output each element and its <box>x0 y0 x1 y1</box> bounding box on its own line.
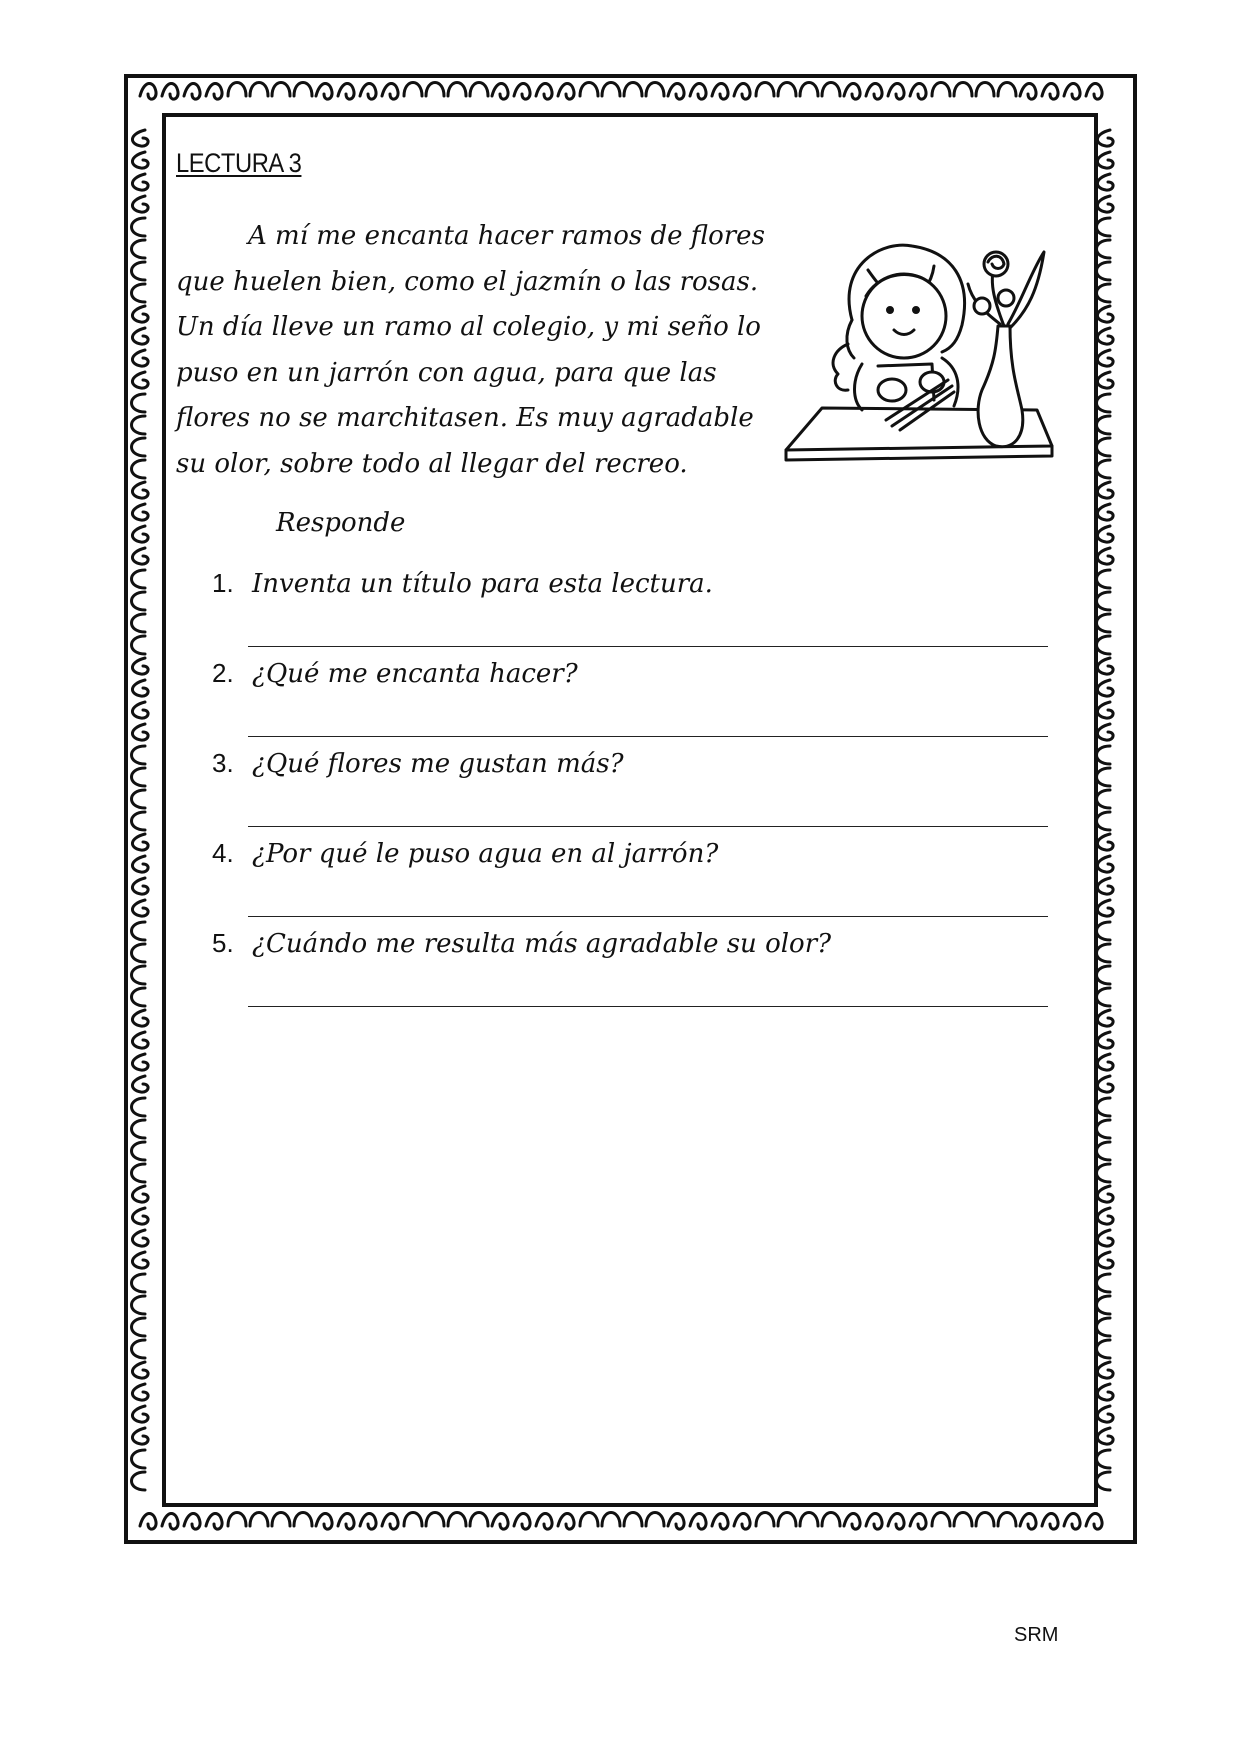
question-item <box>212 568 713 599</box>
border-scroll <box>1097 592 1111 610</box>
border-scroll <box>976 83 994 97</box>
border-scroll <box>910 1513 926 1529</box>
border-scroll <box>132 1362 148 1378</box>
border-scroll <box>690 83 706 99</box>
border-scroll <box>1097 614 1111 632</box>
border-scroll <box>250 83 268 97</box>
border-scroll <box>132 1142 146 1160</box>
border-scroll <box>132 790 146 808</box>
border-scroll <box>778 83 796 97</box>
border-scroll <box>132 394 146 412</box>
border-scroll <box>1097 130 1113 146</box>
border-scroll <box>1020 1513 1036 1529</box>
border-scroll <box>1097 724 1113 740</box>
border-scroll <box>580 1513 598 1527</box>
border-scroll <box>1086 1513 1102 1529</box>
border-scroll <box>778 1513 796 1527</box>
border-scroll <box>932 83 950 97</box>
border-scroll <box>1086 83 1102 99</box>
border-scroll <box>382 83 398 99</box>
border-scroll <box>1097 416 1111 434</box>
border-scroll <box>132 658 148 674</box>
border-scroll <box>844 83 860 99</box>
border-scroll <box>1097 1208 1113 1224</box>
border-scroll <box>132 306 148 322</box>
border-scroll <box>1097 262 1111 280</box>
border-scroll <box>1097 1164 1111 1182</box>
border-scroll <box>1097 1384 1113 1400</box>
border-scroll <box>132 570 146 588</box>
border-scroll <box>1042 83 1058 99</box>
border-scroll <box>1097 680 1113 696</box>
border-scroll <box>404 83 422 97</box>
question-number: 2. <box>212 658 234 688</box>
border-scroll <box>132 284 146 302</box>
border-scroll <box>132 1384 148 1400</box>
border-scroll <box>132 856 148 872</box>
border-scroll <box>470 83 488 97</box>
border-scroll <box>132 1252 148 1268</box>
border-scroll <box>132 328 148 344</box>
border-scroll <box>250 1513 268 1527</box>
border-scroll <box>1097 636 1111 654</box>
border-scroll <box>132 350 148 366</box>
border-scroll <box>132 460 146 478</box>
border-scroll <box>1097 306 1113 322</box>
border-scroll <box>1097 966 1111 984</box>
border-scroll <box>132 1098 146 1116</box>
border-scroll <box>1097 174 1113 190</box>
border-scroll <box>338 83 354 99</box>
border-scroll <box>1097 328 1113 344</box>
border-scroll <box>1097 1274 1111 1292</box>
border-scroll <box>1097 196 1113 212</box>
answer-line[interactable] <box>248 736 1048 737</box>
border-scroll <box>1097 548 1113 564</box>
border-scroll <box>624 1513 642 1527</box>
border-scroll <box>1097 900 1113 916</box>
border-scroll <box>1097 988 1111 1006</box>
border-scroll <box>470 1513 488 1527</box>
border-scroll <box>998 1513 1016 1527</box>
border-scroll <box>690 1513 706 1529</box>
border-scroll <box>132 1472 146 1490</box>
border-scroll <box>132 1318 146 1336</box>
border-scroll <box>492 83 508 99</box>
responde-heading: Responde <box>276 508 406 538</box>
question-item <box>212 658 578 689</box>
border-scroll <box>132 1230 148 1246</box>
border-scroll <box>1097 1450 1111 1468</box>
border-scroll <box>1097 1142 1111 1160</box>
border-scroll <box>426 83 444 97</box>
border-scroll <box>184 1513 200 1529</box>
border-scroll <box>132 878 148 894</box>
border-scroll <box>162 83 178 99</box>
border-scroll <box>1097 460 1111 478</box>
reading-line: flores no se marchitasen. Es muy agradable <box>176 403 754 433</box>
border-scroll <box>1097 1010 1113 1026</box>
border-scroll <box>132 130 148 146</box>
border-scroll <box>360 1513 376 1529</box>
border-scroll <box>132 262 146 280</box>
border-scroll <box>1097 790 1111 808</box>
border-scroll <box>1097 504 1113 520</box>
border-scroll <box>1097 856 1113 872</box>
border-scroll <box>132 1186 148 1202</box>
border-scroll <box>1097 1120 1111 1138</box>
border-scroll <box>206 1513 222 1529</box>
border-scroll <box>132 636 146 654</box>
border-scroll <box>1097 812 1111 830</box>
border-scroll <box>866 83 882 99</box>
border-scroll <box>1042 1513 1058 1529</box>
border-scroll <box>426 1513 444 1527</box>
border-scroll <box>132 1428 148 1444</box>
border-scroll <box>976 1513 994 1527</box>
border-scroll <box>1097 922 1111 940</box>
border-scroll <box>132 526 148 542</box>
border-scroll <box>132 416 146 434</box>
border-scroll <box>646 1513 664 1527</box>
border-scroll <box>132 592 146 610</box>
border-scroll <box>382 1513 398 1529</box>
border-scroll <box>140 83 156 99</box>
border-scroll <box>132 1450 146 1468</box>
reading-line: que huelen bien, como el jazmín o las rosas. <box>176 266 759 297</box>
border-scroll <box>514 1513 530 1529</box>
border-scroll <box>132 1208 148 1224</box>
border-scroll <box>132 372 148 388</box>
border-scroll <box>800 83 818 97</box>
question-item <box>212 838 718 869</box>
border-scroll <box>132 966 146 984</box>
border-scroll <box>734 83 750 99</box>
border-scroll <box>536 83 552 99</box>
reading-passage <box>176 214 786 487</box>
border-scroll <box>954 83 972 97</box>
border-scroll <box>1097 768 1111 786</box>
border-scroll <box>132 702 148 718</box>
border-scroll <box>1020 83 1036 99</box>
question-text: ¿Qué me encanta hacer? <box>252 659 578 689</box>
border-scroll <box>272 1513 290 1527</box>
border-scroll <box>1097 350 1113 366</box>
border-scroll <box>132 504 148 520</box>
border-scroll <box>132 152 148 168</box>
border-scroll <box>1097 240 1111 258</box>
page-title: LECTURA 3 <box>176 148 302 178</box>
border-scroll <box>1097 482 1113 498</box>
border-scroll <box>1097 944 1111 962</box>
border-scroll <box>1097 438 1111 456</box>
border-scroll <box>360 83 376 99</box>
border-scroll <box>998 83 1016 97</box>
border-scroll <box>184 83 200 99</box>
border-scroll <box>132 1164 146 1182</box>
border-scroll <box>316 83 332 99</box>
question-item <box>212 748 624 779</box>
border-scroll <box>712 83 728 99</box>
border-scroll <box>132 614 146 632</box>
answer-line[interactable] <box>248 916 1048 917</box>
border-scroll <box>132 988 146 1006</box>
border-scroll <box>1097 702 1113 718</box>
border-scroll <box>132 1054 148 1070</box>
border-scroll <box>132 218 146 236</box>
border-scroll <box>132 1340 146 1358</box>
border-scroll <box>1097 526 1113 542</box>
border-scroll <box>844 1513 860 1529</box>
border-scroll <box>132 1032 148 1048</box>
reading-line: A mí me encanta hacer ramos de flores <box>248 221 765 251</box>
border-scroll <box>580 83 598 97</box>
border-scroll <box>1097 1186 1113 1202</box>
border-scroll <box>132 1296 146 1314</box>
reading-line: puso en un jarrón con agua, para que las <box>176 357 717 388</box>
border-scroll <box>1097 1252 1113 1268</box>
border-scroll <box>712 1513 728 1529</box>
border-scroll <box>1097 1362 1113 1378</box>
question-text: ¿Por qué le puso agua en al jarrón? <box>252 839 719 869</box>
border-scroll <box>1097 1076 1113 1092</box>
border-scroll <box>132 174 148 190</box>
border-scroll <box>558 1513 574 1529</box>
border-scroll <box>1097 1472 1111 1490</box>
footer-initials: SRM <box>1014 1624 1059 1646</box>
border-scroll <box>536 1513 552 1529</box>
answer-line[interactable] <box>248 1006 1048 1007</box>
border-scroll <box>558 83 574 99</box>
question-number: 4. <box>212 838 234 868</box>
border-scroll <box>448 83 466 97</box>
border-scroll <box>932 1513 950 1527</box>
border-scroll <box>132 240 146 258</box>
border-scroll <box>1097 152 1113 168</box>
question-item <box>212 928 831 959</box>
question-number: 5. <box>212 928 234 958</box>
border-scroll <box>132 900 148 916</box>
border-scroll <box>1097 1428 1113 1444</box>
border-scroll <box>1097 284 1111 302</box>
border-scroll <box>1097 878 1113 894</box>
border-scroll <box>1097 1032 1113 1048</box>
border-scroll <box>132 1274 146 1292</box>
border-scroll <box>1097 394 1111 412</box>
question-number: 1. <box>212 568 234 598</box>
border-scroll <box>1097 1340 1111 1358</box>
border-scroll <box>602 1513 620 1527</box>
border-scroll <box>132 922 146 940</box>
border-scroll <box>132 1120 146 1138</box>
border-scroll <box>1097 570 1111 588</box>
border-scroll <box>132 768 146 786</box>
border-scroll <box>1097 1054 1113 1070</box>
border-scroll <box>910 83 926 99</box>
border-scroll <box>668 1513 684 1529</box>
border-scroll <box>132 196 148 212</box>
border-scroll <box>1097 834 1113 850</box>
border-scroll <box>734 1513 750 1529</box>
border-scroll <box>954 1513 972 1527</box>
border-scroll <box>448 1513 466 1527</box>
reading-line: su olor, sobre todo al llegar del recreo. <box>176 448 688 479</box>
border-scroll <box>822 1513 840 1527</box>
question-number: 3. <box>212 748 234 778</box>
border-scroll <box>1097 1296 1111 1314</box>
border-scroll <box>316 1513 332 1529</box>
border-scroll <box>822 83 840 97</box>
border-scroll <box>602 83 620 97</box>
border-scroll <box>272 83 290 97</box>
border-scroll <box>140 1513 156 1529</box>
border-scroll <box>132 724 148 740</box>
border-scroll <box>756 83 774 97</box>
girl-arranging-flowers-icon <box>782 240 1060 476</box>
border-scroll <box>132 680 148 696</box>
border-scroll <box>668 83 684 99</box>
border-scroll <box>1097 658 1113 674</box>
answer-line[interactable] <box>248 646 1048 647</box>
border-scroll <box>1097 218 1111 236</box>
border-scroll <box>866 1513 882 1529</box>
border-scroll <box>800 1513 818 1527</box>
border-scroll <box>1097 1230 1113 1246</box>
border-scroll <box>1097 372 1113 388</box>
border-scroll <box>132 834 148 850</box>
border-scroll <box>132 1406 148 1422</box>
border-scroll <box>888 1513 904 1529</box>
border-scroll <box>132 548 148 564</box>
border-scroll <box>404 1513 422 1527</box>
question-text: Inventa un título para esta lectura. <box>252 569 713 599</box>
border-scroll <box>132 1010 148 1026</box>
border-scroll <box>756 1513 774 1527</box>
border-scroll <box>294 83 312 97</box>
border-scroll <box>162 1513 178 1529</box>
border-scroll <box>132 812 146 830</box>
border-scroll <box>132 746 146 764</box>
border-scroll <box>132 482 148 498</box>
question-text: ¿Qué flores me gustan más? <box>252 749 624 779</box>
border-scroll <box>1064 1513 1080 1529</box>
border-scroll <box>1097 1406 1113 1422</box>
border-scroll <box>132 1076 148 1092</box>
border-scroll <box>206 83 222 99</box>
border-scroll <box>338 1513 354 1529</box>
answer-line[interactable] <box>248 826 1048 827</box>
border-scroll <box>624 83 642 97</box>
border-scroll <box>1097 1098 1111 1116</box>
border-scroll <box>228 1513 246 1527</box>
border-scroll <box>514 83 530 99</box>
border-scroll <box>132 438 146 456</box>
border-scroll <box>888 83 904 99</box>
border-scroll <box>132 944 146 962</box>
border-scroll <box>646 83 664 97</box>
border-scroll <box>1064 83 1080 99</box>
border-scroll <box>1097 1318 1111 1336</box>
question-text: ¿Cuándo me resulta más agradable su olor? <box>252 929 832 959</box>
border-scroll <box>294 1513 312 1527</box>
border-scroll <box>1097 746 1111 764</box>
border-scroll <box>228 83 246 97</box>
reading-line: Un día lleve un ramo al colegio, y mi seño lo <box>176 312 761 342</box>
border-scroll <box>492 1513 508 1529</box>
